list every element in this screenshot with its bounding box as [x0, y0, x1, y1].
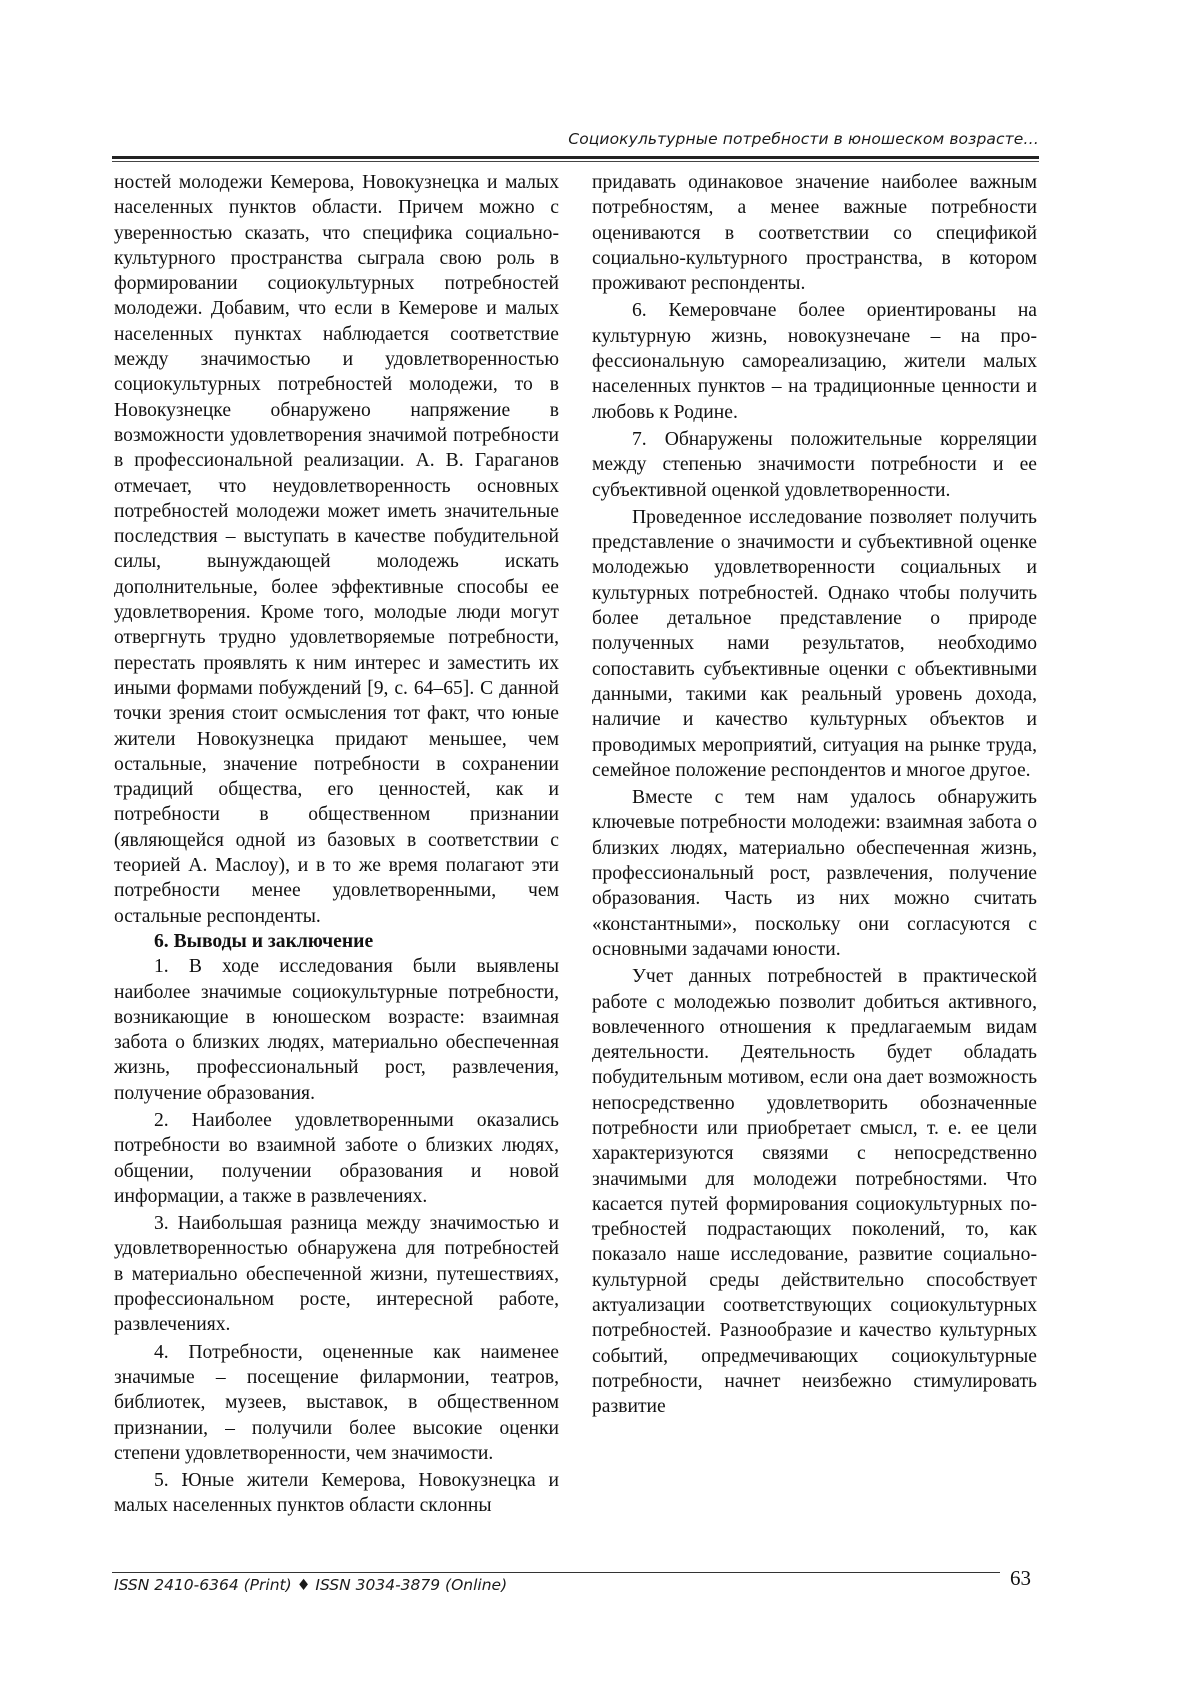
paragraph-research: Проведенное исследование позволяет получить представление о значимости и субъективной оценке молодежью удовлетворенности социальных и культурных потребностей. Однако чтобы получить более детальное представление о природе полученных нами результатов, необходимо сопоставить субъективные оценки с объективными данными, такими как реальный уровень дохода, наличие и качество культурных объектов и проводимых мероприятий, ситуация на рынке труда, семейное положение респондентов и многое другое.	[592, 506, 1037, 781]
conclusion-item-2: 2. Наиболее удовлетворенными оказались потребности во взаимной заботе о близких людях, общении, получении образования и новой информации, а также в развлечениях.	[114, 1109, 559, 1207]
paragraph-practice: Учет данных потребностей в практической работе с молодежью позволит добиться активного, вовлеченного отношения к предлагаемым видам деятельности. Деятельность будет обладать побудительным мотивом, если она дает возможность непосредственно удовлетворить обозначенные потребности или приобретает смысл, т. е. ее цели характеризуются связями с непосредственно значимыми для молодежи потребностями. Что касается путей формирования социокультурных потребностей подрастающих поколений, то, как показало наше исследование, развитие социально-культурной среды действительно способствует актуализации соответствующих социокультурных потребностей. Разнообразие и качество культурных событий, опредмечивающих социокультурные потребности, начнет неизбежно стимулировать развитие	[592, 966, 1037, 1418]
footer-issn: ISSN 2410-6364 (Print) ♦ ISSN 3034-3879 (Online)	[114, 1576, 508, 1594]
left-column	[114, 170, 559, 1519]
section-heading: 6. Выводы и заключение	[154, 930, 374, 952]
header-rule-thin	[112, 161, 1039, 162]
conclusion-item-4: 4. Потребности, оцененные как наименее значимые – посещение филармонии, театров, библиотек, музеев, выставок, в общественном признании, – получили более высокие оценки степени удовлетворенности, чем значимости.	[114, 1341, 559, 1464]
conclusion-item-5: 5. Юные жители Кемерова, Новокузнецка и малых населенных пунктов области склонны	[114, 1470, 559, 1517]
running-title: Социокультурные потребности в юношеском возрасте…	[568, 130, 1039, 148]
conclusion-item-7: 7. Обнаружены положительные корреляции между степенью значимости потребности и ее субъективной оценкой удовлетворенности.	[592, 428, 1037, 501]
paragraph-continued-right: придавать одинаковое значение наиболее важным потребностям, а менее важные потребности оцениваются в соответствии со спецификой социально-культурного пространства, в котором проживают респонденты.	[592, 172, 1037, 295]
page-number: 63	[1010, 1566, 1031, 1590]
conclusion-item-1: 1. В ходе исследования были выявлены наиболее значимые социокультурные потребности, возникающие в юношеском возрасте: взаимная забота о близких людях, материально обеспеченная жизнь, профессиональный рост, развлечения, получение образования.	[114, 956, 559, 1104]
conclusion-item-3: 3. Наибольшая разница между значимостью и удовлетворенностью обнаружена для потребностей в материально обеспеченной жизни, путешествиях, профессиональном росте, интересной работе, развлечениях.	[114, 1213, 559, 1336]
paragraph-continued: ностей молодежи Кемерова, Новокузнецка и малых населенных пунктов области. Причем можно с уверенностью сказать, что специфика социально-культурного пространства сыграла свою роль в формировании социокультурных потребностей молодежи. Добавим, что если в Кемерове и малых населенных пунктах наблюдается соответствие между значимостью и удовлетворенностью социокультурных потребностей молодежи, то в Новокузнецке обнаружено напряжение в возможности удовлетворения значимой потребности в профессиональной реализации. А. В. Гараганов отмечает, что неудовлетворенность основных потребностей молодежи может иметь значительные последствия – выступать в качестве побудительной силы, вынуждающей молодежь искать дополнительные, более эффективные способы ее удовлетворения. Кроме того, молодые люди могут отвергнуть трудно удовлетворяемые потребности, перестать проявлять к ним интерес и заместить их иными формами побуждений [9, с. 64–65]. С данной точки зрения стоит осмысления тот факт, что юные жители Новокузнецка придают меньшее, чем остальные, значение потребности в сохранении традиций общества, его ценностей, как и потребности в общественном признании (являющейся одной из базовых в соответствии с теорией А. Маслоу), и в то же время полагают эти потребности менее удовлетворенными, чем остальные респонденты.	[114, 172, 559, 927]
header-rule	[112, 156, 1039, 159]
footer-rule	[112, 1572, 1000, 1573]
paragraph-key-needs: Вместе с тем нам удалось обнаружить ключевые потребности молодежи: взаимная забота о близких людях, материально обеспеченная жизнь, профессиональный рост, развлечения, получение образования. Часть из них можно считать «константными», поскольку они согласуются с основными задачами юности.	[592, 787, 1037, 960]
right-column	[592, 170, 1037, 1420]
conclusion-item-6: 6. Кемеровчане более ориентированы на культурную жизнь, новокузнечане – на профессиональную самореализацию, жители малых населенных пунктов – на традиционные ценности и любовь к Родине.	[592, 300, 1037, 423]
